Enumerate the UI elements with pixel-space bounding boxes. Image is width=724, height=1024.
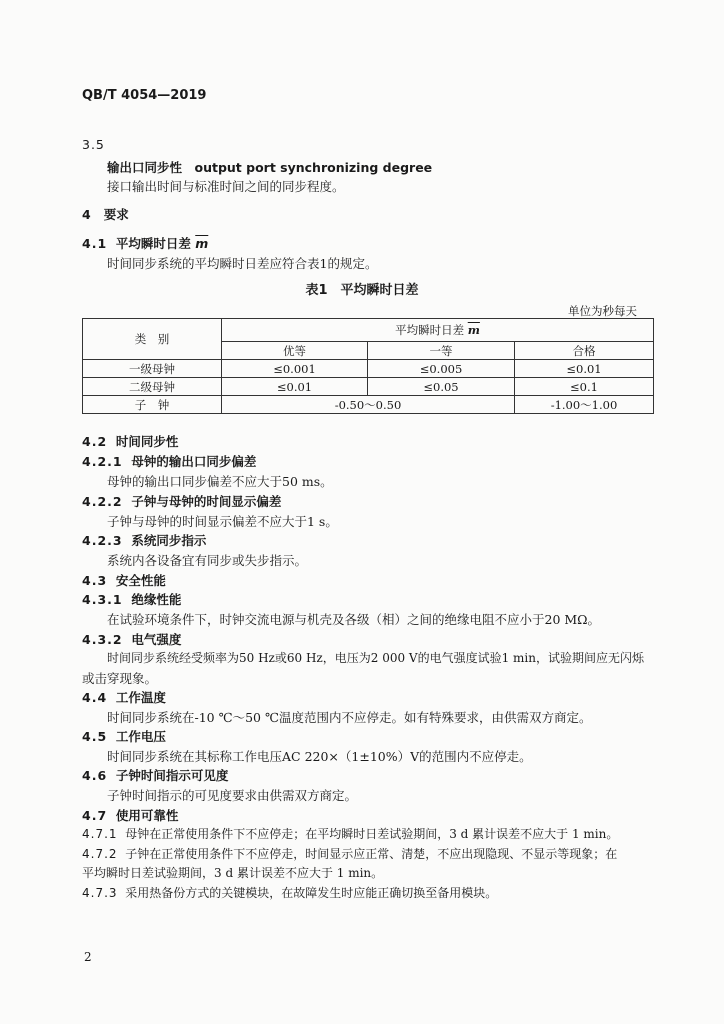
data-table (82, 318, 654, 414)
clause (82, 845, 617, 862)
paragraph: 在试验环境条件下，时钟交流电源与机壳及各级（相）之间的绝缘电阻不应小于20 MΩ。 (107, 612, 601, 627)
paragraph: 母钟的输出口同步偏差不应大于50 ms。 (107, 474, 333, 489)
table-cell: ≤0.005 (368, 360, 515, 378)
table-cell: ≤0.1 (515, 378, 654, 396)
paragraph: 时间同步系统在其标称工作电压AC 220×（1±10%）V的范围内不应停走。 (107, 749, 532, 764)
clause (82, 884, 497, 901)
m-symbol: $\overline{m}$ (467, 323, 480, 337)
term-title: 输出口同步性 output port synchronizing degree (107, 160, 433, 175)
section-heading: 4.4 工作温度 (82, 690, 166, 705)
paragraph: 子钟与母钟的时间显示偏差不应大于1 s。 (107, 514, 338, 529)
table-cell: ≤0.01 (222, 378, 368, 396)
clause-text: 采用热备份方式的关键模块，在故障发生时应能正确切换至备用模块。 (125, 886, 498, 900)
paragraph: 时间同步系统的平均瞬时日差应符合表1的规定。 (107, 256, 378, 271)
table-unit: 单位为秒每天 (568, 304, 637, 318)
table-cell: -0.50～0.50 (222, 396, 515, 414)
section-heading (82, 205, 129, 223)
section-heading: 4.2.1 母钟的输出口同步偏差 (82, 454, 257, 469)
standard-code: QB/T 4054—2019 (82, 88, 207, 103)
section-heading: 4.2.2 子钟与母钟的时间显示偏差 (82, 494, 282, 509)
paragraph-continuation: 或击穿现象。 (82, 671, 158, 686)
section-heading: 4.3.1 绝缘性能 (82, 592, 182, 607)
paragraph: 子钟时间指示的可见度要求由供需双方商定。 (107, 788, 358, 803)
m-symbol: $\overline{m}$ (195, 236, 209, 251)
table-cell: ≤0.05 (368, 378, 515, 396)
page-number: 2 (84, 950, 92, 964)
table-header-group: 平均瞬时日差 $\overline{m}$ (222, 319, 654, 342)
section-number: 4 (82, 207, 91, 222)
table-subheader: 优等 (222, 342, 368, 360)
clause-number: 4.7.3 (82, 886, 118, 900)
table-row (83, 396, 654, 414)
section-heading: 4.6 子钟时间指示可见度 (82, 768, 229, 783)
clause-continuation: 平均瞬时日差试验期间，3 d 累计误差不应大于 1 min。 (82, 866, 384, 880)
table-cell: -1.00～1.00 (515, 396, 654, 414)
term-definition: 接口输出时间与标准时间之间的同步程度。 (107, 179, 345, 194)
paragraph: 系统内各设备宜有同步或失步指示。 (107, 553, 308, 568)
section-title: 平均瞬时日差 (115, 236, 191, 251)
table-cell: 一级母钟 (83, 360, 222, 378)
section-title: 要求 (103, 207, 129, 222)
section-heading: 4.2 时间同步性 (82, 434, 179, 449)
table-cell: 二级母钟 (83, 378, 222, 396)
clause-number: 4.7.2 (82, 847, 118, 861)
section-heading: 4.5 工作电压 (82, 729, 166, 744)
section-heading: 4.7 使用可靠性 (82, 808, 179, 823)
paragraph: 时间同步系统经受频率为50 Hz或60 Hz，电压为2 000 V的电气强度试验1 min，试验期间应无闪烁 (107, 651, 644, 665)
clause (82, 825, 618, 842)
table-row (83, 378, 654, 396)
clause-text: 母钟在正常使用条件下不应停走；在平均瞬时日差试验期间，3 d 累计误差不应大于 1 min。 (125, 827, 619, 841)
section-heading: 4.3 安全性能 (82, 573, 166, 588)
section-heading (82, 234, 208, 252)
table-subheader: 合格 (515, 342, 654, 360)
table-row (83, 360, 654, 378)
clause-number: 3.5 (82, 137, 105, 152)
section-heading: 4.3.2 电气强度 (82, 632, 182, 647)
clause-text: 子钟在正常使用条件下不应停走，时间显示应正常、清楚，不应出现隐现、不显示等现象；在 (125, 847, 618, 861)
table-caption: 表1 平均瞬时日差 (305, 283, 419, 298)
table-cell: ≤0.01 (515, 360, 654, 378)
paragraph: 时间同步系统在-10 ℃～50 ℃温度范围内不应停走。如有特殊要求，由供需双方商定。 (107, 710, 592, 725)
table-cell: 子 钟 (83, 396, 222, 414)
table-cell: ≤0.001 (222, 360, 368, 378)
table-subheader: 一等 (368, 342, 515, 360)
section-number: 4.1 (82, 236, 108, 251)
clause-number: 4.7.1 (82, 827, 118, 841)
table-header-category: 类 别 (83, 319, 222, 360)
section-heading: 4.2.3 系统同步指示 (82, 533, 207, 548)
